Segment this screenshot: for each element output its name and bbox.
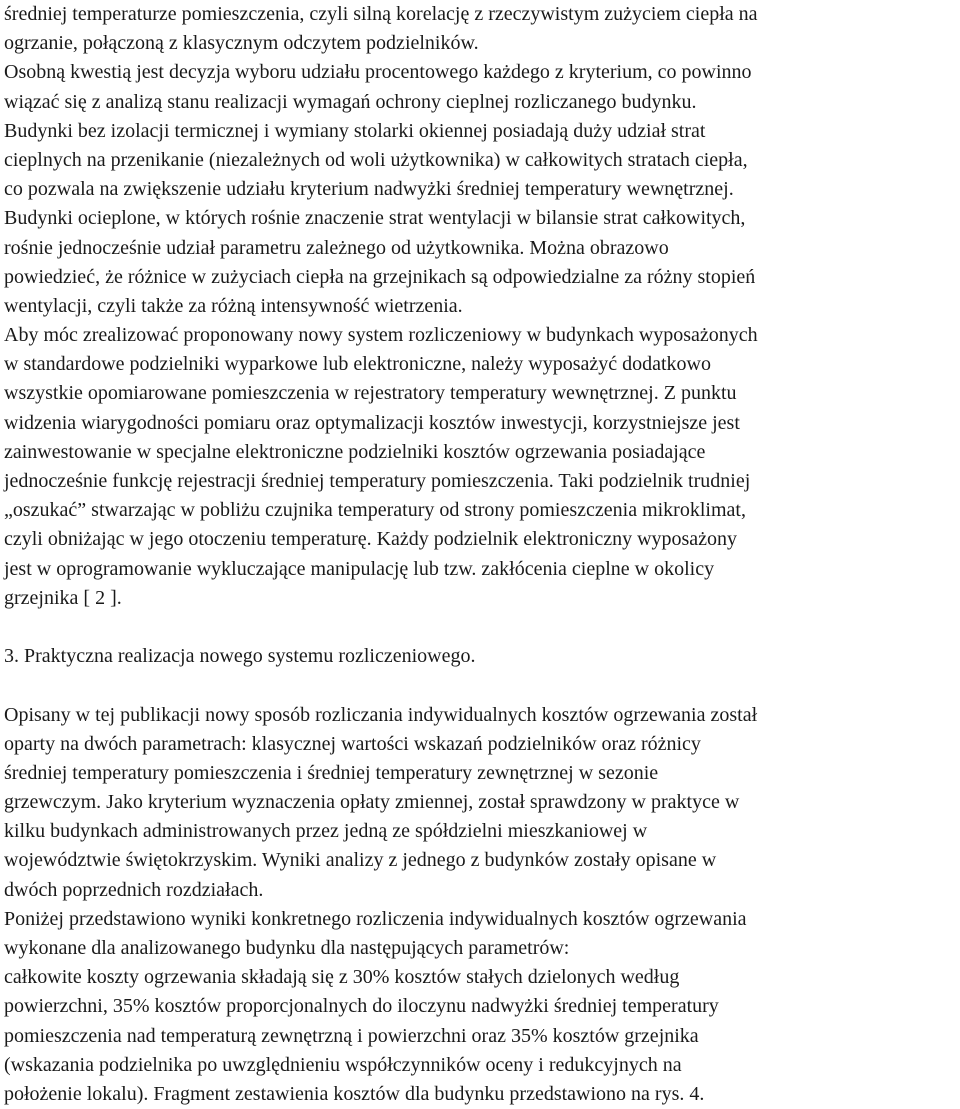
text-line: Osobną kwestią jest decyzja wyboru udziału procentowego każdego z kryterium, co powinno [4,58,960,87]
spacer [4,671,960,700]
text-line: co pozwala na zwiększenie udziału kryterium nadwyżki średniej temperatury wewnętrznej. [4,175,960,204]
text-line: zainwestowanie w specjalne elektroniczne podzielniki kosztów ogrzewania posiadające [4,438,960,467]
text-line: rośnie jednocześnie udział parametru zależnego od użytkownika. Można obrazowo [4,234,960,263]
section-heading: 3. Praktyczna realizacja nowego systemu rozliczeniowego. [4,642,960,671]
text-line: ogrzanie, połączoną z klasycznym odczytem podzielników. [4,29,960,58]
text-line: wszystkie opomiarowane pomieszczenia w rejestratory temperatury wewnętrznej. Z punktu [4,379,960,408]
text-line: wentylacji, czyli także za różną intensywność wietrzenia. [4,292,960,321]
text-line: powiedzieć, że różnice w zużyciach ciepła na grzejnikach są odpowiedzialne za różny stopień [4,263,960,292]
text-line: grzewczym. Jako kryterium wyznaczenia opłaty zmiennej, został sprawdzony w praktyce w [4,788,960,817]
text-line: Aby móc zrealizować proponowany nowy system rozliczeniowy w budynkach wyposażonych [4,321,960,350]
text-line: czyli obniżając w jego otoczeniu temperaturę. Każdy podzielnik elektroniczny wyposażony [4,525,960,554]
text-line: cieplnych na przenikanie (niezależnych od woli użytkownika) w całkowitych stratach ciepła, [4,146,960,175]
text-line: jednocześnie funkcję rejestracji średniej temperatury pomieszczenia. Taki podzielnik trudniej [4,467,960,496]
text-line: grzejnika [ 2 ]. [4,584,960,613]
text-line: jest w oprogramowanie wykluczające manipulację lub tzw. zakłócenia cieplne w okolicy [4,555,960,584]
text-line: Opisany w tej publikacji nowy sposób rozliczania indywidualnych kosztów ogrzewania został [4,701,960,730]
text-line: całkowite koszty ogrzewania składają się z 30% kosztów stałych dzielonych według [4,963,960,992]
text-line: wykonane dla analizowanego budynku dla następujących parametrów: [4,934,960,963]
text-line: Budynki ocieplone, w których rośnie znaczenie strat wentylacji w bilansie strat całkowitych, [4,204,960,233]
text-line: województwie świętokrzyskim. Wyniki analizy z jednego z budynków zostały opisane w [4,846,960,875]
text-line: wiązać się z analizą stanu realizacji wymagań ochrony cieplnej rozliczanego budynku. [4,88,960,117]
text-line: dwóch poprzednich rozdziałach. [4,876,960,905]
spacer [4,613,960,642]
text-line: powierzchni, 35% kosztów proporcjonalnych do iloczynu nadwyżki średniej temperatury [4,992,960,1021]
text-line: oparty na dwóch parametrach: klasycznej wartości wskazań podzielników oraz różnicy [4,730,960,759]
text-line: położenie lokalu). Fragment zestawienia kosztów dla budynku przedstawiono na rys. 4. [4,1080,960,1109]
paragraph-block-1 [4,0,960,613]
text-line: w standardowe podzielniki wyparkowe lub elektroniczne, należy wyposażyć dodatkowo [4,350,960,379]
paragraph-block-2 [4,701,960,1109]
text-line: „oszukać” stwarzając w pobliżu czujnika temperatury od strony pomieszczenia mikroklimat, [4,496,960,525]
text-line: średniej temperatury pomieszczenia i średniej temperatury zewnętrznej w sezonie [4,759,960,788]
text-line: (wskazania podzielnika po uwzględnieniu współczynników oceny i redukcyjnych na [4,1051,960,1080]
text-line: Poniżej przedstawiono wyniki konkretnego rozliczenia indywidualnych kosztów ogrzewania [4,905,960,934]
document-page [4,0,960,1109]
text-line: pomieszczenia nad temperaturą zewnętrzną i powierzchni oraz 35% kosztów grzejnika [4,1022,960,1051]
text-line: średniej temperaturze pomieszczenia, czyli silną korelację z rzeczywistym zużyciem ciepła na [4,0,960,29]
text-line: Budynki bez izolacji termicznej i wymiany stolarki okiennej posiadają duży udział strat [4,117,960,146]
text-line: kilku budynkach administrowanych przez jedną ze spółdzielni mieszkaniowej w [4,817,960,846]
text-line: widzenia wiarygodności pomiaru oraz optymalizacji kosztów inwestycji, korzystniejsze jest [4,409,960,438]
